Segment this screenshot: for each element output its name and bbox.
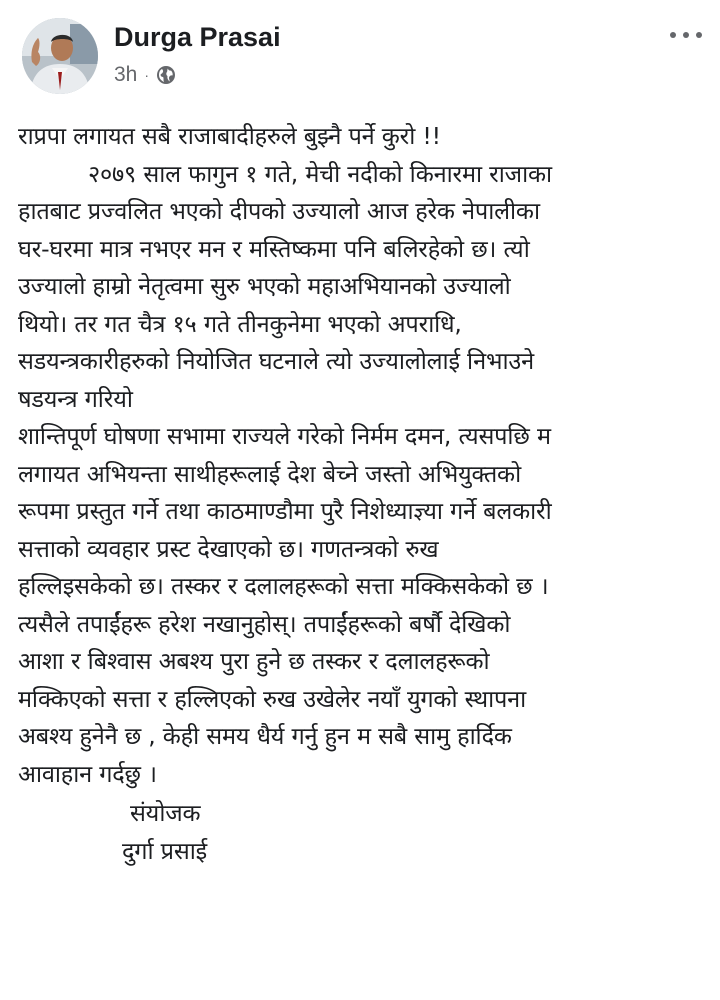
post-text-line: सत्ताको व्यवहार प्रस्ट देखाएको छ। गणतन्त्रको रुख	[18, 534, 439, 563]
post-body	[18, 118, 714, 870]
post-text-line: मक्किएको सत्ता र हल्लिएको रुख उखेलेर नयाँ युगको स्थापना	[18, 684, 527, 713]
post-text-line: राप्रपा लगायत सबै राजाबादीहरुले बुझ्नै पर्ने कुरो !!	[18, 122, 441, 150]
post-text-line: घर-घरमा मात्र नभएर मन र मस्तिष्कमा पनि बलिरहेको छ। त्यो	[18, 234, 530, 263]
post-text-line: रूपमा प्रस्तुत गर्ने तथा काठमाण्डौमा पुरै निशेध्याज्ञ्या गर्ने बलकारी	[18, 497, 552, 525]
post-text-line: २०७९ साल फागुन १ गते, मेची नदीको किनारमा राजाका	[88, 159, 552, 188]
signature-name: दुर्गा प्रसाई	[122, 836, 207, 865]
post-text-line: थियो। तर गत चैत्र १५ गते तीनकुनेमा भएको अपराधि,	[18, 309, 462, 338]
post-text-line: षडयन्त्र गरियो	[18, 384, 133, 413]
post-text-line: सडयन्त्रकारीहरुको नियोजित घटनाले त्यो उज्यालोलाई निभाउने	[18, 347, 534, 375]
signature-title: संयोजक	[130, 799, 201, 827]
meta-separator: ·	[144, 67, 150, 83]
post-text-line: लगायत अभियन्ता साथीहरूलाई देश बेच्ने जस्तो अभियुक्तको	[18, 459, 521, 488]
post-text-line: हातबाट प्रज्वलित भएको दीपको उज्यालो आज हरेक नेपालीका	[18, 197, 540, 225]
post-timestamp[interactable]: 3h	[114, 63, 138, 86]
post-meta	[114, 62, 176, 88]
author-name[interactable]: Durga Prasai	[114, 22, 281, 52]
more-horizontal-icon	[669, 31, 703, 39]
more-options-button[interactable]	[666, 24, 706, 46]
post-text-line: आवाहान गर्दछु ।	[18, 759, 157, 788]
post-text-line: हल्लिइसकेको छ। तस्कर र दलालहरूको सत्ता मक्किसकेको छ ।	[18, 572, 549, 600]
post-text-line: आशा र बिश्वास अबश्य पुरा हुने छ तस्कर र दलालहरूको	[18, 647, 490, 675]
avatar[interactable]	[22, 18, 98, 94]
post-text-line: अबश्य हुनेनै छ , केही समय धैर्य गर्नु हुन म सबै सामु हार्दिक	[18, 722, 512, 750]
avatar-image	[22, 18, 98, 94]
post-header	[22, 18, 702, 98]
globe-icon[interactable]	[156, 65, 176, 85]
post-text-line: शान्तिपूर्ण घोषणा सभामा राज्यले गरेको निर्मम दमन, त्यसपछि म	[18, 422, 551, 450]
post-text-line: त्यसैले तपाईंहरू हरेश नखानुहोस्। तपाईंहरूको बर्षौ देखिको	[18, 609, 511, 638]
post-text-line: उज्यालो हाम्रो नेतृत्वमा सुरु भएको महाअभियानको उज्यालो	[18, 272, 511, 300]
